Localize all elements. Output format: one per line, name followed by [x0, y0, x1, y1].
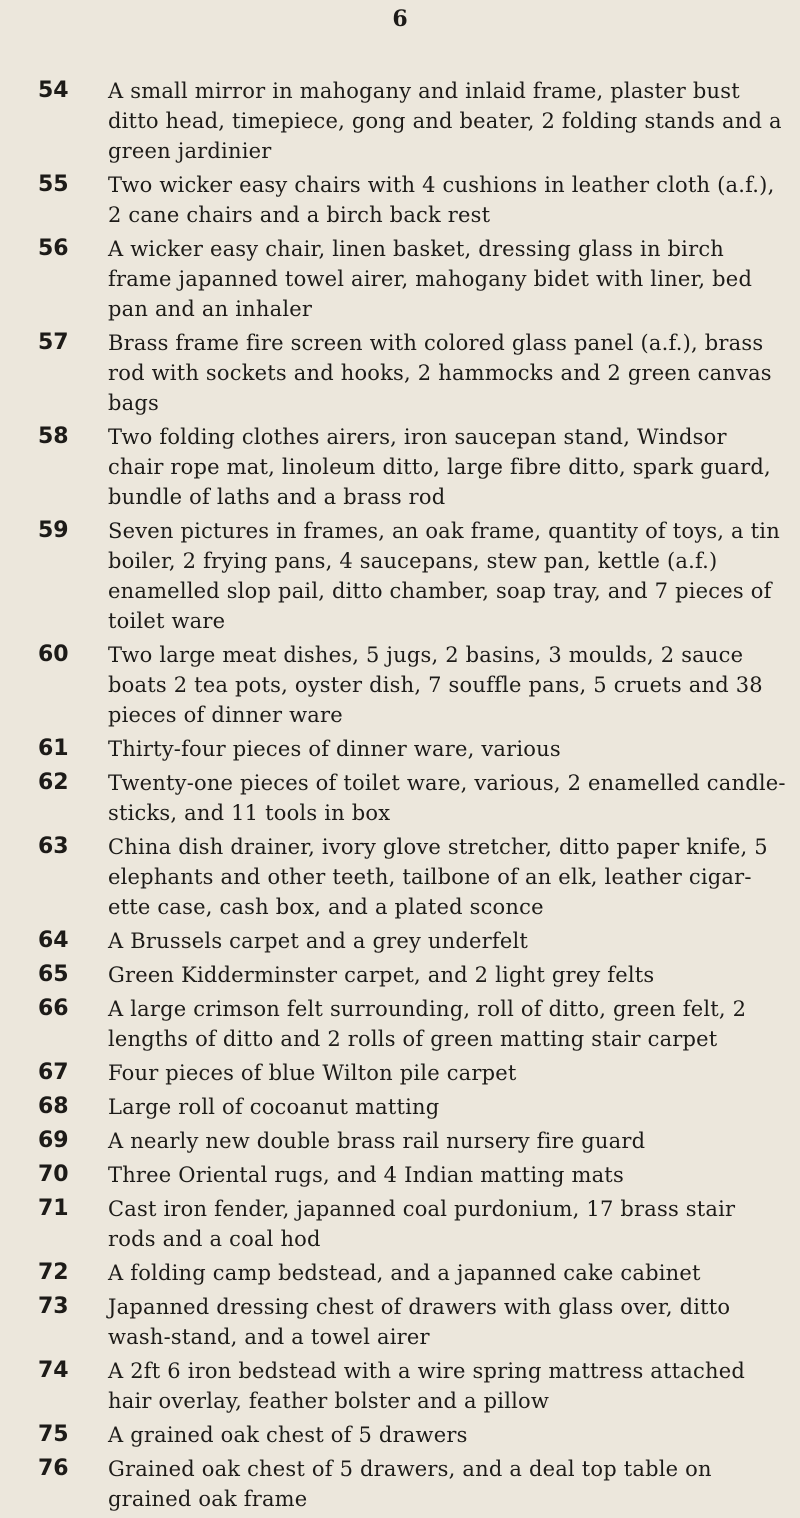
lot-description: Japanned dressing chest of drawers with glass over, ditto wash-stand, and a towel airer — [108, 1295, 731, 1349]
lot-entry — [38, 1356, 800, 1416]
lot-entry — [38, 1058, 800, 1088]
lot-description: Two folding clothes airers, iron saucepan stand, Windsor chair rope mat, linoleum ditto, large fibre ditto, spark guard, bundle of laths and a brass rod — [108, 425, 771, 509]
lot-entry — [38, 1092, 800, 1122]
lot-entry — [38, 1160, 800, 1190]
lot-description: Green Kidderminster carpet, and 2 light grey felts — [108, 963, 655, 987]
page-number: 6 — [392, 6, 408, 32]
lot-description: Cast iron fender, japanned coal purdonium, 17 brass stair rods and a coal hod — [108, 1197, 736, 1251]
lot-entry — [38, 1420, 800, 1450]
lot-description: A small mirror in mahogany and inlaid frame, plaster bust ditto head, timepiece, gong and beater, 2 folding stands and a green jardinier — [108, 79, 782, 163]
lot-number: 62 — [38, 770, 69, 795]
lot-number: 58 — [38, 424, 69, 449]
lot-number: 61 — [38, 736, 69, 761]
lot-description: A Brussels carpet and a grey underfelt — [108, 929, 529, 953]
lot-entry — [38, 170, 800, 230]
lot-entry — [38, 994, 800, 1054]
lot-number: 72 — [38, 1260, 69, 1285]
lot-number: 59 — [38, 518, 69, 543]
lot-description: China dish drainer, ivory glove stretcher, ditto paper knife, 5 elephants and other teeth, tailbone of an elk, leather cigar-ette case, cash box, and a plated sconce — [108, 835, 768, 919]
lot-number: 75 — [38, 1422, 69, 1447]
lot-number: 66 — [38, 996, 69, 1021]
lot-number: 64 — [38, 928, 69, 953]
lot-description: A wicker easy chair, linen basket, dressing glass in birch frame japanned towel airer, mahogany bidet with liner, bed pan and an inhaler — [108, 237, 753, 321]
lot-number: 56 — [38, 236, 69, 261]
lot-description: Grained oak chest of 5 drawers, and a deal top table on grained oak frame — [108, 1457, 712, 1511]
lot-entry — [38, 1258, 800, 1288]
lot-description: A nearly new double brass rail nursery fire guard — [108, 1129, 646, 1153]
lot-entry — [38, 734, 800, 764]
lot-number: 60 — [38, 642, 69, 667]
lot-number: 54 — [38, 78, 69, 103]
lot-entry — [38, 234, 800, 324]
lot-description: Three Oriental rugs, and 4 Indian matting mats — [108, 1163, 624, 1187]
lot-description: Seven pictures in frames, an oak frame, quantity of toys, a tin boiler, 2 frying pans, 4 saucepans, stew pan, kettle (a.f.) enamelled slop pail, ditto chamber, soap tray, and 7 pieces of toilet ware — [108, 519, 780, 633]
lot-number: 73 — [38, 1294, 69, 1319]
lot-description: Large roll of cocoanut matting — [108, 1095, 440, 1119]
lot-description: A grained oak chest of 5 drawers — [108, 1423, 468, 1447]
lot-number: 67 — [38, 1060, 69, 1085]
lot-entry — [38, 1292, 800, 1352]
lot-number: 63 — [38, 834, 69, 859]
lot-entry — [38, 1126, 800, 1156]
lot-description: Two wicker easy chairs with 4 cushions in leather cloth (a.f.), 2 cane chairs and a birch back rest — [108, 173, 775, 227]
lot-number: 69 — [38, 1128, 69, 1153]
lot-list — [38, 76, 800, 1518]
lot-description: Twenty-one pieces of toilet ware, various, 2 enamelled candle-sticks, and 11 tools in box — [108, 771, 786, 825]
lot-entry — [38, 328, 800, 418]
lot-number: 65 — [38, 962, 69, 987]
lot-description: A folding camp bedstead, and a japanned cake cabinet — [108, 1261, 701, 1285]
lot-description: Brass frame fire screen with colored glass panel (a.f.), brass rod with sockets and hooks, 2 hammocks and 2 green canvas bags — [108, 331, 772, 415]
lot-number: 57 — [38, 330, 69, 355]
lot-number: 55 — [38, 172, 69, 197]
lot-entry — [38, 1194, 800, 1254]
lot-number: 68 — [38, 1094, 69, 1119]
lot-entry — [38, 960, 800, 990]
lot-description: Thirty-four pieces of dinner ware, various — [108, 737, 561, 761]
lot-number: 70 — [38, 1162, 69, 1187]
lot-entry — [38, 640, 800, 730]
lot-number: 71 — [38, 1196, 69, 1221]
lot-entry — [38, 516, 800, 636]
lot-entry — [38, 832, 800, 922]
lot-entry — [38, 926, 800, 956]
lot-number: 74 — [38, 1358, 69, 1383]
lot-number: 76 — [38, 1456, 69, 1481]
lot-entry — [38, 768, 800, 828]
lot-description: Two large meat dishes, 5 jugs, 2 basins, 3 moulds, 2 sauce boats 2 tea pots, oyster dish, 7 souffle pans, 5 cruets and 38 pieces of dinner ware — [108, 643, 763, 727]
lot-entry — [38, 422, 800, 512]
lot-description: Four pieces of blue Wilton pile carpet — [108, 1061, 517, 1085]
lot-description: A 2ft 6 iron bedstead with a wire spring mattress attached hair overlay, feather bolster and a pillow — [108, 1359, 745, 1413]
lot-description: A large crimson felt surrounding, roll of ditto, green felt, 2 lengths of ditto and 2 rolls of green matting stair carpet — [108, 997, 747, 1051]
lot-entry — [38, 76, 800, 166]
lot-entry — [38, 1454, 800, 1514]
